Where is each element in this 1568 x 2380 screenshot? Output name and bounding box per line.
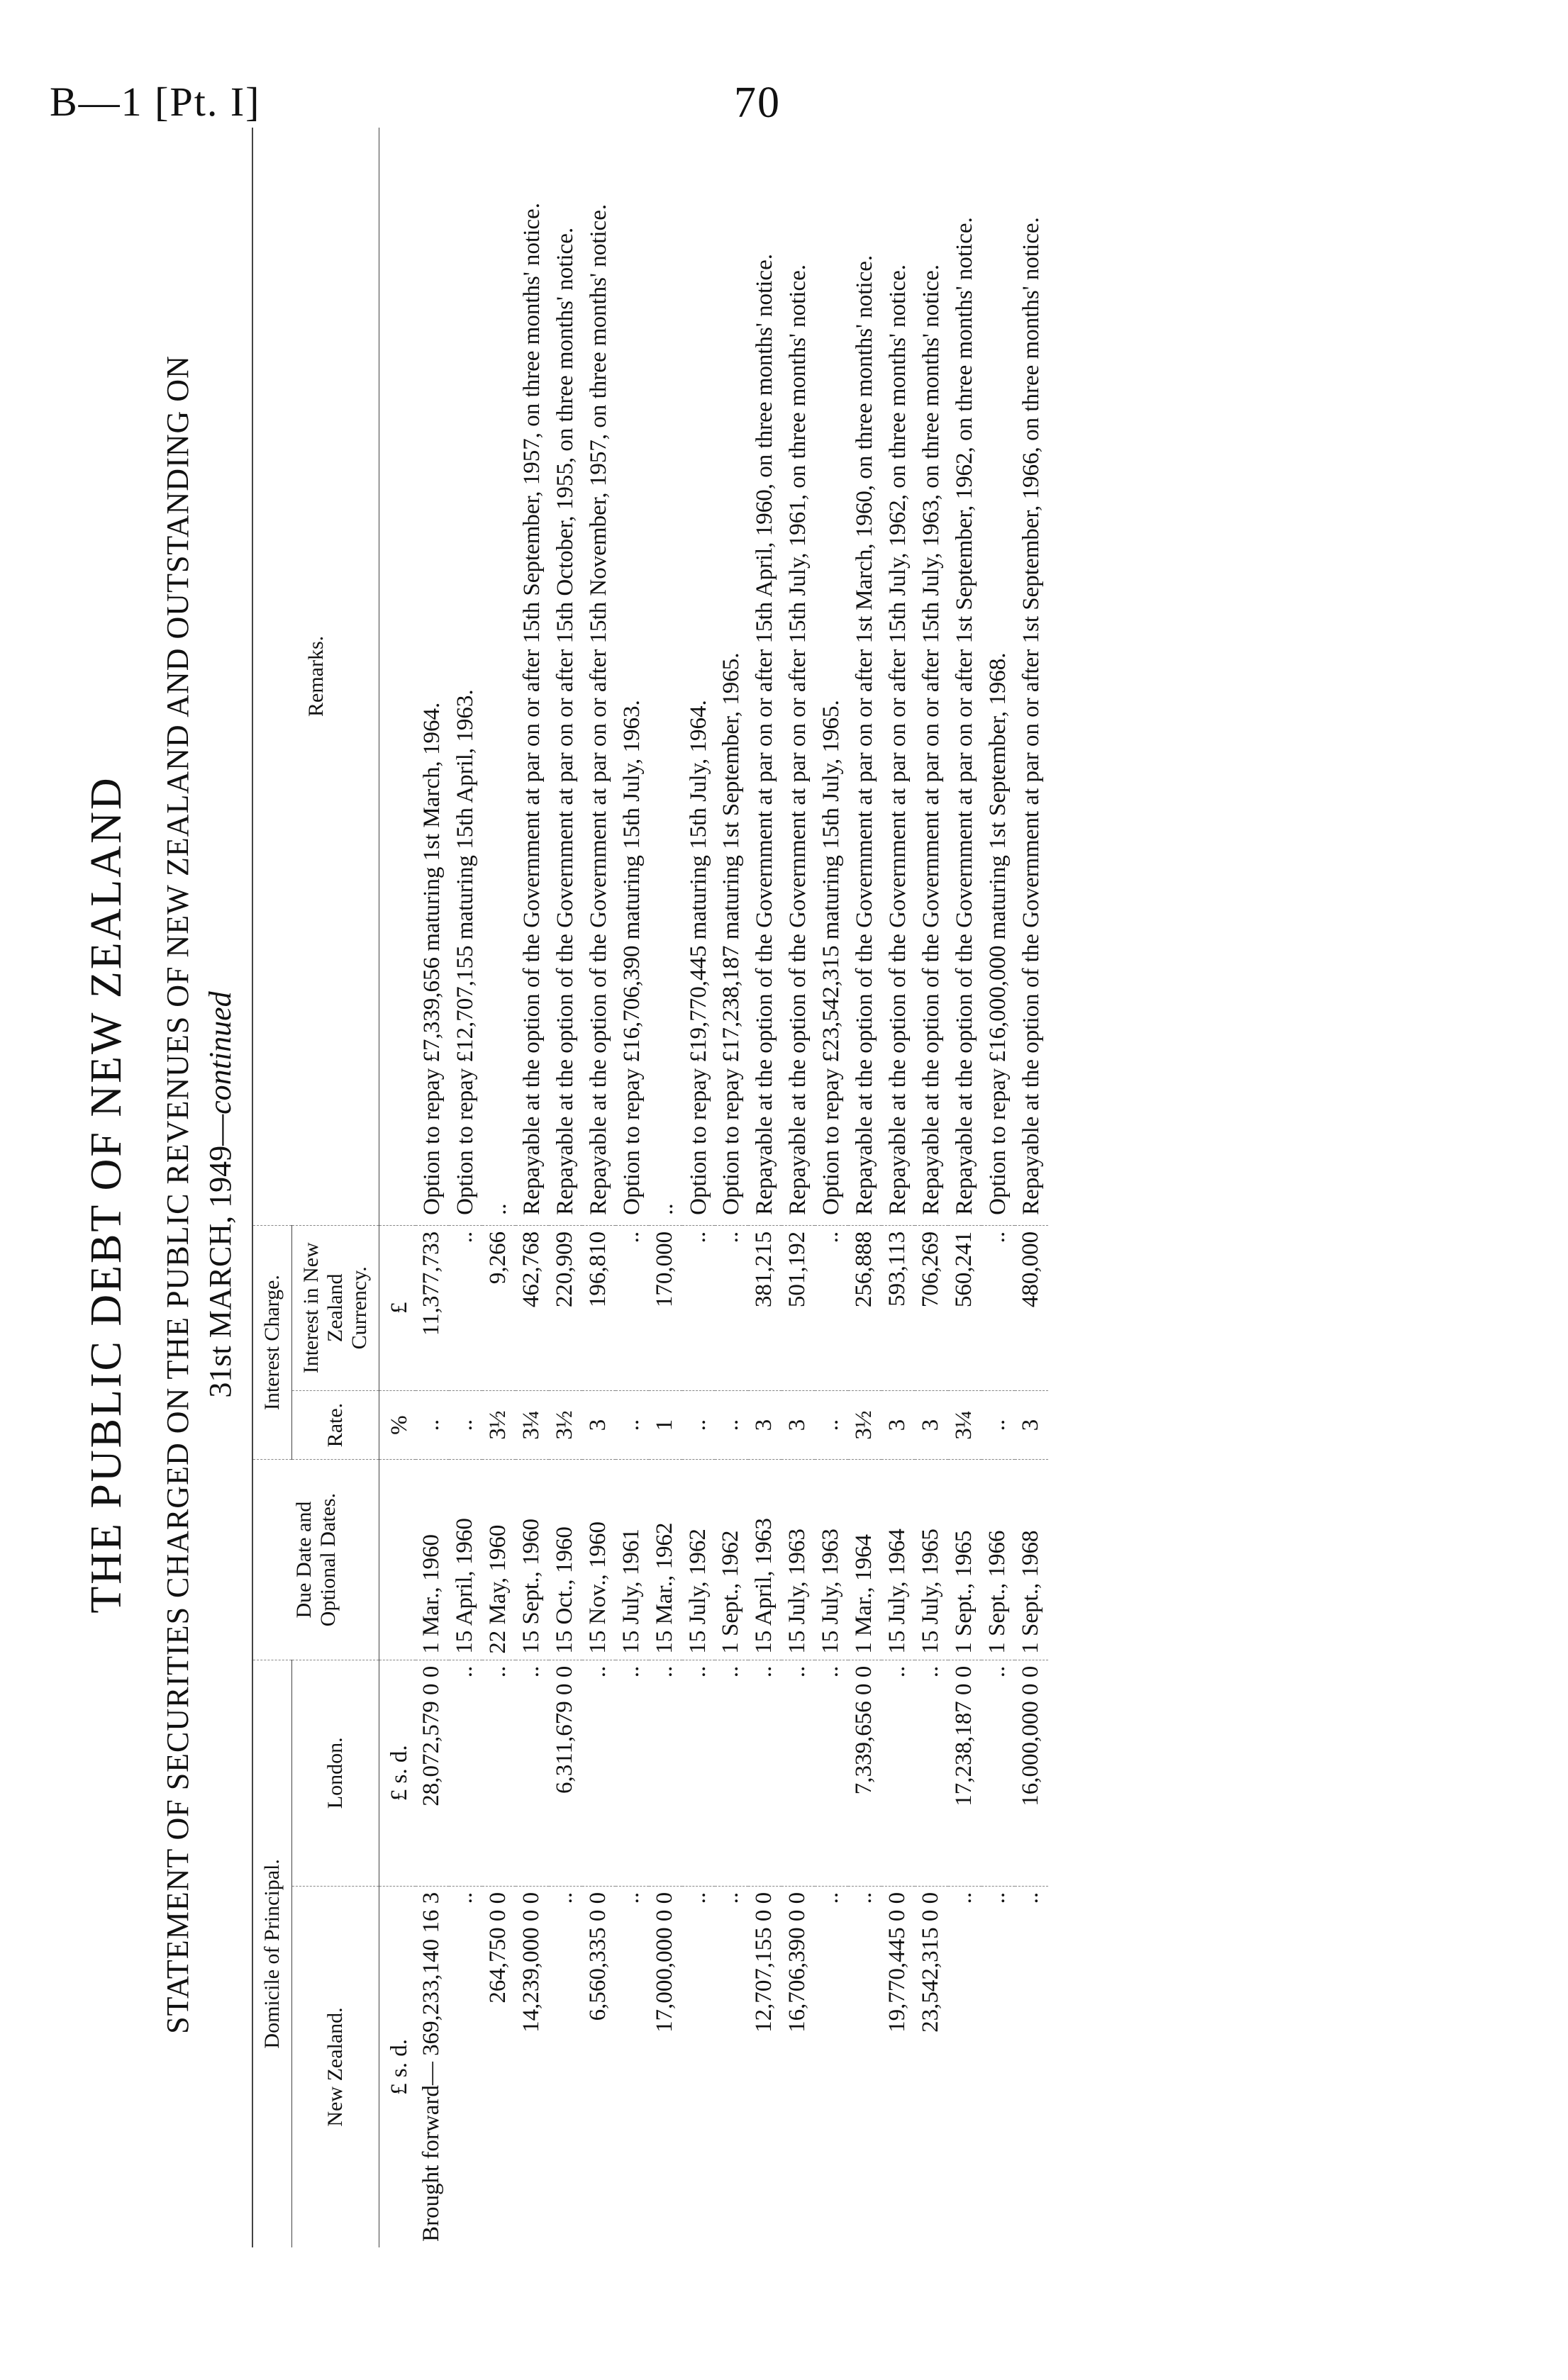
cell-remarks: Repayable at the option of the Government at par on or after 1st September, 1966, on three months' notice.	[1015, 128, 1048, 1225]
cell-remarks: Repayable at the option of the Government at par on or after 1st March, 1960, on three months' notice.	[848, 128, 882, 1225]
cell-new-zealand: ..	[551, 1892, 577, 1904]
cell-rate: 3½	[848, 1390, 882, 1460]
table-row	[449, 128, 482, 2247]
cell-rate: 3	[782, 1390, 815, 1460]
new-zealand-header: New Zealand.	[292, 1886, 379, 2247]
cell-interest: 196,810	[582, 1225, 616, 1390]
cell-new-zealand: ..	[718, 1892, 744, 1904]
unit-remarks	[379, 128, 416, 1225]
table-row	[549, 128, 582, 2247]
cell-due-date: 15 July, 1961	[616, 1460, 649, 1660]
cell-new-zealand: ..	[451, 1892, 477, 1904]
cell-london: ..	[649, 1660, 682, 1886]
cell-remarks: Repayable at the option of the Government at par on or after 15th July, 1961, on three months' notice.	[782, 128, 815, 1225]
cell-rate: ..	[416, 1390, 449, 1460]
cell-new-zealand: 12,707,155 0 0	[751, 1892, 777, 2033]
cell-rate: ..	[815, 1390, 848, 1460]
cell-new-zealand: 23,542,315 0 0	[918, 1892, 944, 2033]
cell-london: ..	[616, 1660, 649, 1886]
cell-interest: ..	[815, 1225, 848, 1390]
cell-due-date: 15 April, 1963	[748, 1460, 782, 1660]
cell-london: ..	[682, 1660, 716, 1886]
remarks-header: Remarks.	[252, 128, 379, 1225]
cell-interest: ..	[616, 1225, 649, 1390]
cell-interest: 170,000	[649, 1225, 682, 1390]
cell-due-date: 1 Sept., 1962	[715, 1460, 748, 1660]
cell-london: ..	[982, 1660, 1015, 1886]
cell-due-date: 15 July, 1963	[782, 1460, 815, 1660]
cell-remarks: Option to repay £19,770,445 maturing 15th July, 1964.	[682, 128, 716, 1225]
date-text: 31st MARCH, 1949—	[203, 1114, 238, 1398]
cell-new-zealand: 16,706,390 0 0	[784, 1892, 811, 2033]
cell-due-date: 15 Nov., 1960	[582, 1460, 616, 1660]
cell-due-date: 1 Mar., 1964	[848, 1460, 882, 1660]
table-row	[715, 128, 748, 2247]
cell-due-date: 15 July, 1962	[682, 1460, 716, 1660]
cell-london: ..	[748, 1660, 782, 1886]
cell-due-date: 1 Sept., 1966	[982, 1460, 1015, 1660]
cell-rate: 3	[582, 1390, 616, 1460]
cell-london: 16,000,000 0 0	[1015, 1660, 1048, 1886]
cell-rate: 3	[748, 1390, 782, 1460]
cell-new-zealand: ..	[1017, 1892, 1043, 1904]
due-date-header: Due Date and Optional Dates.	[252, 1460, 379, 1660]
cell-remarks: Repayable at the option of the Government at par on or after 15th September, 1957, on three months' notice.	[516, 128, 549, 1225]
cell-due-date: 15 Sept., 1960	[516, 1460, 549, 1660]
cell-interest: ..	[715, 1225, 748, 1390]
document-date	[202, 113, 238, 2276]
cell-rate: 3¼	[516, 1390, 549, 1460]
cell-new-zealand: ..	[618, 1892, 644, 1904]
cell-london: ..	[516, 1660, 549, 1886]
cell-london: ..	[782, 1660, 815, 1886]
cell-remarks: Repayable at the option of the Government at par on or after 15th October, 1955, on three months' notice.	[549, 128, 582, 1225]
table-row	[882, 128, 915, 2247]
cell-new-zealand: 264,750 0 0	[484, 1892, 511, 2004]
cell-london: ..	[815, 1660, 848, 1886]
cell-rate: ..	[715, 1390, 748, 1460]
interest-charge-header: Interest Charge.	[252, 1225, 292, 1460]
table-row	[748, 128, 782, 2247]
cell-new-zealand: ..	[984, 1892, 1010, 1904]
cell-interest: 256,888	[848, 1225, 882, 1390]
interest-nz-header: Interest in New Zealand Currency.	[292, 1225, 379, 1390]
cell-rate: ..	[982, 1390, 1015, 1460]
page-number: 70	[734, 79, 781, 127]
cell-rate: ..	[682, 1390, 716, 1460]
cell-london: ..	[882, 1660, 915, 1886]
cell-interest: ..	[449, 1225, 482, 1390]
unit-london: £ s. d.	[379, 1660, 416, 1886]
cell-london: ..	[582, 1660, 616, 1886]
cell-interest: 706,269	[915, 1225, 948, 1390]
cell-remarks: Repayable at the option of the Government at par on or after 15th July, 1962, on three months' notice.	[882, 128, 915, 1225]
unit-nz: £ s. d.	[387, 2039, 412, 2095]
table-row	[649, 128, 682, 2247]
unit-rate: %	[379, 1390, 416, 1460]
rate-header: Rate.	[292, 1390, 379, 1460]
cell-remarks: Option to repay £16,706,390 maturing 15th July, 1963.	[616, 128, 649, 1225]
cell-rate: 1	[649, 1390, 682, 1460]
cell-remarks: Repayable at the option of the Government at par on or after 15th July, 1963, on three months' notice.	[915, 128, 948, 1225]
cell-new-zealand: 14,239,000 0 0	[518, 1892, 544, 2033]
cell-due-date: 1 Sept., 1965	[948, 1460, 982, 1660]
table-row	[982, 128, 1015, 2247]
cell-rate: 3½	[549, 1390, 582, 1460]
table-row	[682, 128, 716, 2247]
cell-rate: 3	[1015, 1390, 1048, 1460]
table-row	[848, 128, 882, 2247]
cell-new-zealand: Brought forward— 369,233,140 16 3	[418, 1892, 444, 2242]
cell-rate: 3½	[482, 1390, 516, 1460]
cell-rate: ..	[449, 1390, 482, 1460]
cell-interest: 11,377,733	[416, 1225, 449, 1390]
cell-rate: 3	[882, 1390, 915, 1460]
cell-due-date: 22 May, 1960	[482, 1460, 516, 1660]
table-row	[815, 128, 848, 2247]
cell-rate: 3	[915, 1390, 948, 1460]
table-row	[416, 128, 449, 2247]
cell-london: 7,339,656 0 0	[848, 1660, 882, 1886]
cell-new-zealand: ..	[951, 1892, 977, 1904]
cell-remarks: Option to repay £23,542,315 maturing 15th July, 1965.	[815, 128, 848, 1225]
table-row	[482, 128, 516, 2247]
table-row	[1015, 128, 1048, 2247]
cell-new-zealand: 6,560,335 0 0	[584, 1892, 611, 2021]
cell-london: 17,238,187 0 0	[948, 1660, 982, 1886]
table-row	[948, 128, 982, 2247]
cell-new-zealand: ..	[684, 1892, 711, 1904]
table-row	[915, 128, 948, 2247]
london-header: London.	[292, 1660, 379, 1886]
cell-interest: 462,768	[516, 1225, 549, 1390]
unit-due	[379, 1460, 416, 1660]
cell-new-zealand: 19,770,445 0 0	[884, 1892, 911, 2033]
table-row	[516, 128, 549, 2247]
cell-rate: 3¼	[948, 1390, 982, 1460]
cell-due-date: 15 July, 1965	[915, 1460, 948, 1660]
cell-london: ..	[482, 1660, 516, 1886]
cell-remarks: Repayable at the option of the Government at par on or after 15th November, 1957, on three months' notice.	[582, 128, 616, 1225]
units-row	[379, 128, 416, 2247]
cell-interest: 9,266	[482, 1225, 516, 1390]
cell-london: ..	[449, 1660, 482, 1886]
cell-due-date: 15 April, 1960	[449, 1460, 482, 1660]
date-continued: continued	[203, 991, 238, 1114]
cell-due-date: 1 Mar., 1960	[416, 1460, 449, 1660]
cell-new-zealand: ..	[818, 1892, 844, 1904]
cell-due-date: 15 Oct., 1960	[549, 1460, 582, 1660]
rotated-table-page	[71, 113, 1440, 2276]
cell-london: ..	[915, 1660, 948, 1886]
cell-london: 6,311,679 0 0	[549, 1660, 582, 1886]
cell-rate: ..	[616, 1390, 649, 1460]
cell-interest: ..	[682, 1225, 716, 1390]
cell-due-date: 15 July, 1964	[882, 1460, 915, 1660]
cell-interest: ..	[982, 1225, 1015, 1390]
cell-due-date: 1 Sept., 1968	[1015, 1460, 1048, 1660]
cell-due-date: 15 July, 1963	[815, 1460, 848, 1660]
table-row	[782, 128, 815, 2247]
cell-remarks: Option to repay £16,000,000 maturing 1st September, 1968.	[982, 128, 1015, 1225]
table-row	[616, 128, 649, 2247]
cell-due-date: 15 Mar., 1962	[649, 1460, 682, 1660]
table-row	[582, 128, 616, 2247]
cell-interest: 501,192	[782, 1225, 815, 1390]
unit-interest: £	[379, 1225, 416, 1390]
cell-remarks: Option to repay £17,238,187 maturing 1st September, 1965.	[715, 128, 748, 1225]
cell-remarks: ..	[482, 128, 516, 1225]
cell-new-zealand: ..	[851, 1892, 877, 1904]
document-subtitle: STATEMENT OF SECURITIES CHARGED ON THE PUBLIC REVENUES OF NEW ZEALAND AND OUTSTANDING ON	[160, 355, 195, 2034]
domicile-header: Domicile of Principal.	[252, 1660, 292, 2247]
cell-remarks: Option to repay £7,339,656 maturing 1st March, 1964.	[416, 128, 449, 1225]
securities-table	[252, 128, 1048, 2247]
cell-interest: 593,113	[882, 1225, 915, 1390]
cell-remarks: Option to repay £12,707,155 maturing 15th April, 1963.	[449, 128, 482, 1225]
cell-remarks: Repayable at the option of the Government at par on or after 15th April, 1960, on three months' notice.	[748, 128, 782, 1225]
table-body	[379, 128, 1048, 2247]
cell-london: 28,072,579 0 0	[416, 1660, 449, 1886]
document-title: THE PUBLIC DEBT OF NEW ZEALAND	[82, 776, 130, 1614]
cell-remarks: Repayable at the option of the Government at par on or after 1st September, 1962, on three months' notice.	[948, 128, 982, 1225]
cell-interest: 381,215	[748, 1225, 782, 1390]
page-header-left: B—1 [Pt. I]	[50, 79, 261, 125]
cell-new-zealand: 17,000,000 0 0	[651, 1892, 677, 2033]
cell-interest: 560,241	[948, 1225, 982, 1390]
cell-remarks: ..	[649, 128, 682, 1225]
cell-interest: 220,909	[549, 1225, 582, 1390]
cell-interest: 480,000	[1015, 1225, 1048, 1390]
cell-london: ..	[715, 1660, 748, 1886]
